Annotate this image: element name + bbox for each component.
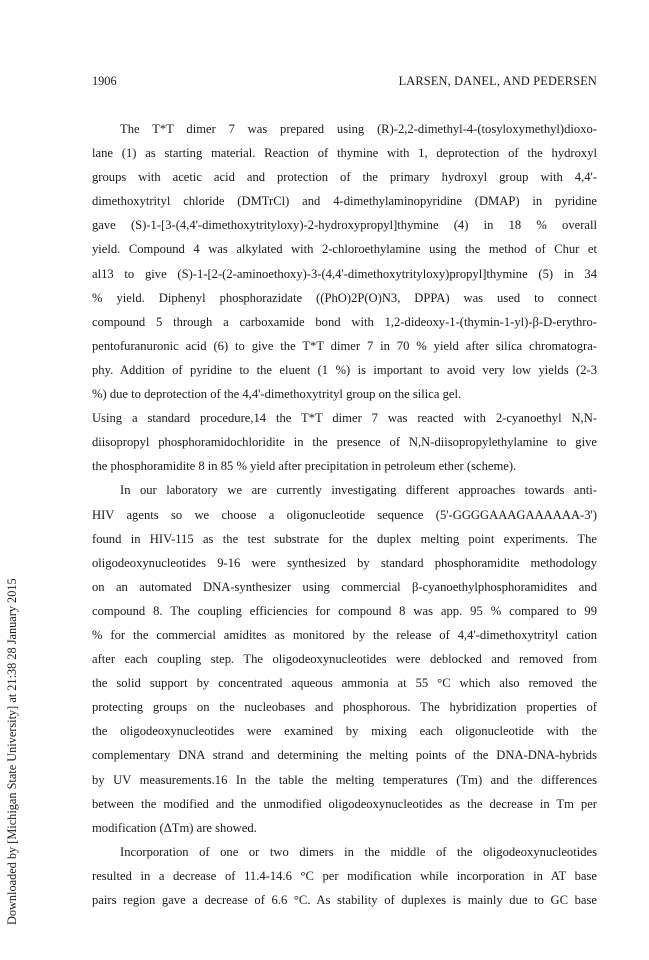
body-line: HIV agents so we choose a oligonucleotide sequence (5'-GGGGAAAGAAAAAA-3') (92, 507, 597, 522)
body-line: Incorporation of one or two dimers in the middle of the oligodeoxynucleotides (120, 844, 597, 859)
body-line: % yield. Diphenyl phosphorazidate ((PhO)2P(O)N3, DPPA) was used to connect (92, 290, 597, 305)
body-line: protecting groups on the nucleobases and phosphorous. The hybridization properties of (92, 700, 597, 715)
running-head-authors: LARSEN, DANEL, AND PEDERSEN (398, 74, 597, 88)
body-line: % for the commercial amidites as monitored by the release of 4,4'-dimethoxytrityl cation (92, 627, 597, 642)
body-line: pairs region gave a decrease of 6.6 °C. As stability of duplexes is mainly due to GC base (92, 893, 597, 907)
body-text (92, 117, 597, 912)
body-line: the phosphoramidite 8 in 85 % yield after precipitation in petroleum ether (scheme). (92, 459, 517, 474)
body-line: oligodeoxynucleotides 9-16 were synthesized by standard phosphoramidite methodology (92, 555, 597, 570)
body-line: found in HIV-115 as the test substrate for the duplex melting point experiments. The (92, 531, 597, 546)
body-line: dimethoxytrityl chloride (DMTrCl) and 4-dimethylaminopyridine (DMAP) in pyridine (92, 194, 597, 209)
body-line: on an automated DNA-synthesizer using commercial β-cyanoethylphosphoramidites and (92, 579, 597, 594)
body-line: diisopropyl phosphoramidochloridite in the presence of N,N-diisopropylethylamine to give (92, 435, 597, 450)
body-line: phy. Addition of pyridine to the eluent (1 %) is important to avoid very low yields (2-3 (92, 362, 597, 377)
body-line: groups with acetic acid and protection of the primary hydroxyl group with 4,4'- (92, 170, 597, 185)
body-line: yield. Compound 4 was alkylated with 2-chloroethylamine using the method of Chur et (92, 242, 597, 257)
body-line: modification (ΔTm) are showed. (92, 820, 257, 835)
body-line: after each coupling step. The oligodeoxynucleotides were deblocked and removed from (92, 652, 597, 667)
body-line: by UV measurements.16 In the table the melting temperatures (Tm) and the differences (92, 772, 597, 787)
body-line: the solid support by concentrated aqueous ammonia at 55 °C which also removed the (92, 676, 597, 691)
page-number: 1906 (92, 74, 117, 88)
body-line: The T*T dimer 7 was prepared using (R)-2,2-dimethyl-4-(tosyloxymethyl)dioxo- (120, 122, 597, 136)
body-line: Using a standard procedure,14 the T*T dimer 7 was reacted with 2-cyanoethyl N,N- (92, 411, 597, 426)
body-line: resulted in a decrease of 11.4-14.6 °C per modification while incorporation in AT base (92, 868, 597, 883)
body-line: pentofuranuronic acid (6) to give the T*T dimer 7 in 70 % yield after silica chromatogra- (92, 338, 597, 353)
body-line: compound 8. The coupling efficiencies for compound 8 was app. 95 % compared to 99 (92, 603, 597, 618)
body-line: between the modified and the unmodified oligodeoxynucleotides as the decrease in Tm per (92, 796, 597, 811)
body-line: al13 to give (S)-1-[2-(2-aminoethoxy)-3-(4,4'-dimethoxytrityloxy)propyl]thymine (5) in 34 (92, 266, 597, 281)
download-notice: Downloaded by [Michigan State University] at 21:38 28 January 2015 (5, 578, 19, 925)
body-line: complementary DNA strand and determining the melting points of the DNA-DNA-hybrids (92, 748, 597, 763)
body-line: gave (S)-1-[3-(4,4'-dimethoxytrityloxy)-2-hydroxypropyl]thymine (4) in 18 % overall (92, 218, 597, 233)
body-line: %) due to deprotection of the 4,4'-dimethoxytrityl group on the silica gel. (92, 387, 462, 402)
body-line: the oligodeoxynucleotides were examined by mixing each oligonucleotide with the (92, 724, 597, 739)
body-line: In our laboratory we are currently investigating different approaches towards anti- (120, 483, 597, 498)
body-line: compound 5 through a carboxamide bond with 1,2-dideoxy-1-(thymin-1-yl)-β-D-erythro- (92, 314, 597, 329)
body-line: lane (1) as starting material. Reaction of thymine with 1, deprotection of the hydroxyl (92, 146, 597, 161)
